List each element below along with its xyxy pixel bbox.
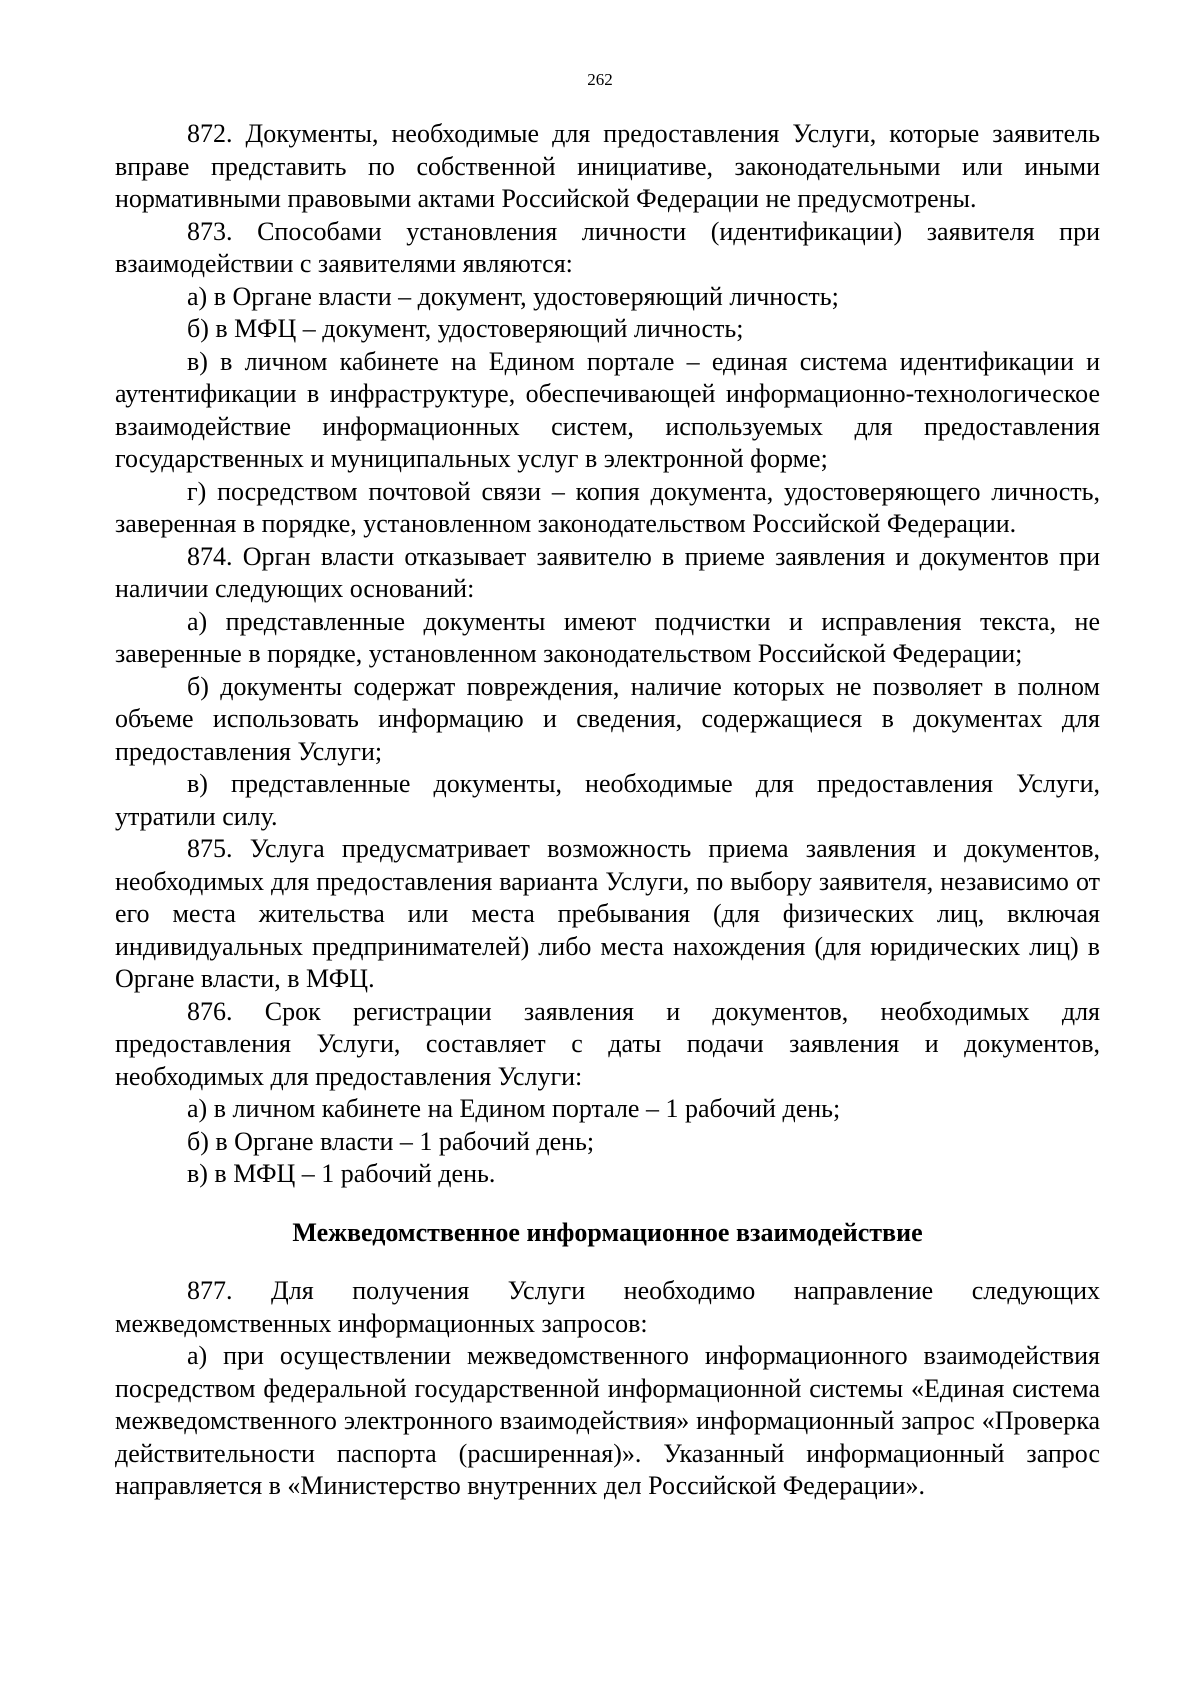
list-item-873-b: б) в МФЦ – документ, удостоверяющий личность; <box>187 314 744 343</box>
list-item-873-a: а) в Органе власти – документ, удостоверяющий личность; <box>187 281 839 311</box>
section-heading: Межведомственное информационное взаимодействие <box>292 1217 923 1247</box>
list-item-876-a: а) в личном кабинете на Едином портале – 1 рабочий день; <box>187 1094 841 1123</box>
paragraph-877: 877. Для получения Услуги необходимо направление следующих межведомственных информационных запросов: <box>115 1276 1100 1338</box>
paragraph-875: 875. Услуга предусматривает возможность приема заявления и документов, необходимых для предоставления варианта Услуги, по выбору заявителя, независимо от его места жительства или места пребывания (для физических лиц, включая индивидуальных предпринимателей) либо места нахождения (для юридических лиц) в Органе власти, в МФЦ. <box>115 834 1100 993</box>
list-item-877-a: а) при осуществлении межведомственного информационного взаимодействия посредством федеральной государственной информационной системы «Единая система межведомственного электронного взаимодействия» информационный запрос «Проверка действительности паспорта (расширенная)». Указанный информационный запрос направляется в «Министерство внутренних дел Российской Федерации». <box>115 1341 1100 1500</box>
list-item-874-a: а) представленные документы имеют подчистки и исправления текста, не заверенные в порядке, установленном законодательством Российской Федерации; <box>115 606 1100 668</box>
list-item-873-g: г) посредством почтовой связи – копия документа, удостоверяющего личность, заверенная в порядке, установленном законодательством Российской Федерации. <box>115 476 1100 538</box>
list-item-874-b: б) документы содержат повреждения, наличие которых не позволяет в полном объеме использовать информацию и сведения, содержащиеся в документах для предоставления Услуги; <box>115 671 1100 766</box>
paragraph-876: 876. Срок регистрации заявления и документов, необходимых для предоставления Услуги, составляет с даты подачи заявления и документов, необходимых для предоставления Услуги: <box>115 996 1100 1091</box>
paragraph-874: 874. Орган власти отказывает заявителю в приеме заявления и документов при наличии следующих оснований: <box>115 541 1100 603</box>
list-item-876-v: в) в МФЦ – 1 рабочий день. <box>187 1159 496 1188</box>
document-body <box>115 118 1100 1503</box>
list-item-873-v: в) в личном кабинете на Едином портале – единая система идентификации и аутентификации в инфраструктуре, обеспечивающей информационно-технологическое взаимодействие информационных систем, используемых для предоставления государственных и муниципальных услуг в электронной форме; <box>115 346 1100 473</box>
paragraph-873: 873. Способами установления личности (идентификации) заявителя при взаимодействии с заявителями являются: <box>115 216 1100 278</box>
list-item-874-v: в) представленные документы, необходимые для предоставления Услуги, утратили силу. <box>115 769 1100 831</box>
paragraph-872: 872. Документы, необходимые для предоставления Услуги, которые заявитель вправе представить по собственной инициативе, законодательными или иными нормативными правовыми актами Российской Федерации не предусмотрены. <box>115 119 1100 213</box>
list-item-876-b: б) в Органе власти – 1 рабочий день; <box>187 1126 595 1156</box>
page-number: 262 <box>587 70 613 89</box>
